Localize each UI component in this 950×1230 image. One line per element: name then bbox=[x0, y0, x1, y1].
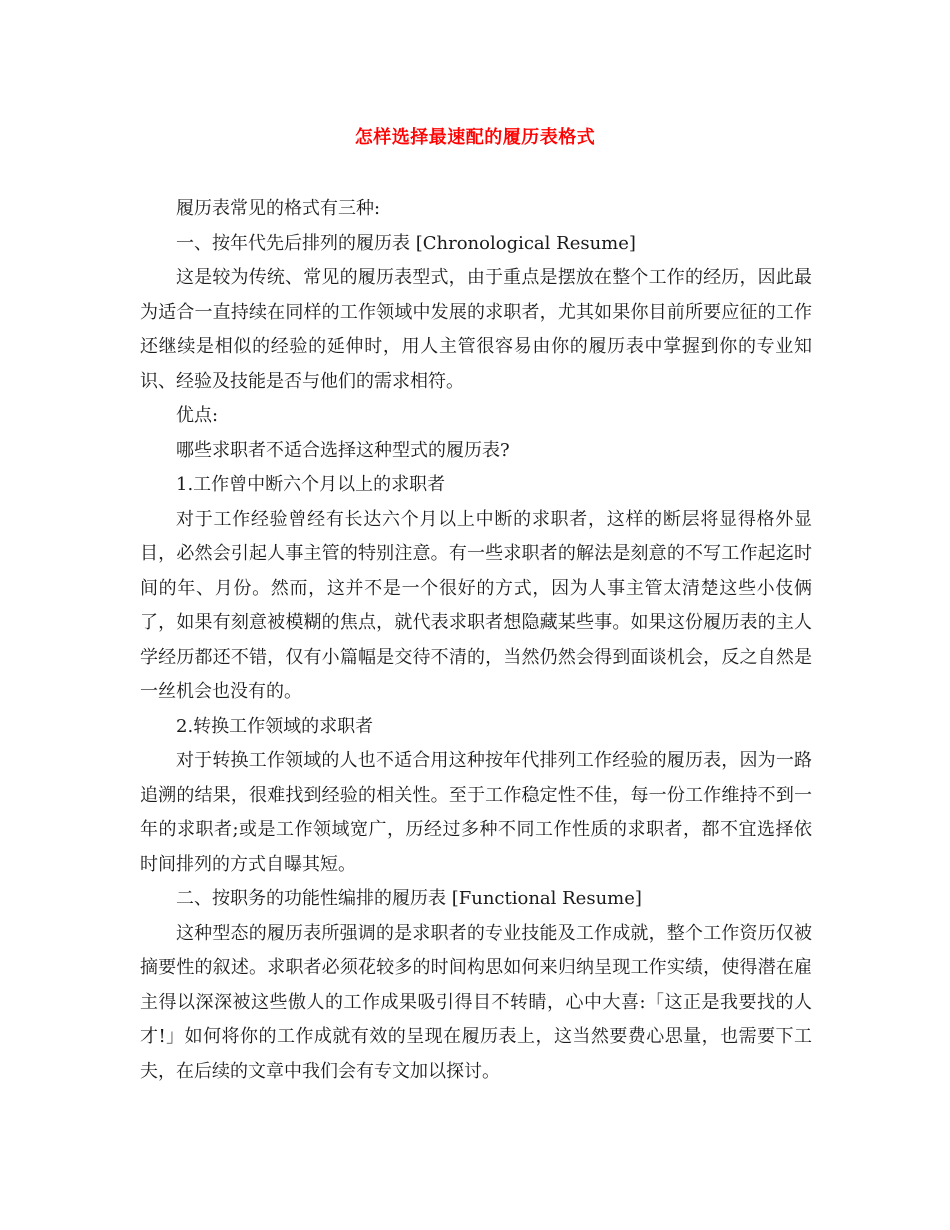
label-advantages: 优点: bbox=[176, 405, 219, 426]
paragraph-career-change: 对于转换工作领域的人也不适合用这种按年代排列工作经验的履历表，因为一路追溯的结果，很难找到经验的相关性。至于工作稳定性不佳，每一份工作维持不到一年的求职者;或是工作领域宽广，历经过多种不同工作性质的求职者，都不宜选择依时间排列的方式自曝其短。 bbox=[140, 750, 812, 875]
paragraph-employment-gap: 对于工作经验曾经有长达六个月以上中断的求职者，这样的断层将显得格外显目，必然会引起人事主管的特别注意。有一些求职者的解法是刻意的不写工作起迄时间的年、月份。然而，这并不是一个很好的方式，因为人事主管太清楚这些小伎俩了，如果有刻意被模糊的焦点，就代表求职者想隐藏某些事。如果这份履历表的主人学经历都还不错，仅有小篇幅是交待不清的，当然仍然会得到面谈机会，反之自然是一丝机会也没有的。 bbox=[140, 508, 812, 702]
question-unsuitable-candidates: 哪些求职者不适合选择这种型式的履历表? bbox=[176, 439, 510, 461]
paragraph-chronological-description: 这是较为传统、常见的履历表型式，由于重点是摆放在整个工作的经历，因此最为适合一直持续在同样的工作领域中发展的求职者，尤其如果你目前所要应征的工作还继续是相似的经验的延伸时，用人主管很容易由你的履历表中掌握到你的专业知识、经验及技能是否与他们的需求相符。 bbox=[140, 267, 812, 392]
document-body bbox=[140, 192, 812, 1089]
paragraph-formats-intro: 履历表常见的格式有三种: bbox=[176, 198, 381, 219]
subheading-career-change: 2.转换工作领域的求职者 bbox=[176, 715, 374, 737]
heading-chronological-resume: 一、按年代先后排列的履历表 [Chronological Resume] bbox=[176, 232, 636, 254]
paragraph-functional-description: 这种型态的履历表所强调的是求职者的专业技能及工作成就，整个工作资历仅被摘要性的叙述。求职者必须花较多的时间构思如何来归纳呈现工作实绩，使得潜在雇主得以深深被这些傲人的工作成果吸引得目不转睛，心中大喜:「这正是我要找的人才!」如何将你的工作成就有效的呈现在履历表上，这当然要费心思量，也需要下工夫，在后续的文章中我们会有专文加以探讨。 bbox=[140, 922, 812, 1082]
heading-functional-resume: 二、按职务的功能性编排的履历表 [Functional Resume] bbox=[176, 888, 642, 909]
subheading-employment-gap: 1.工作曾中断六个月以上的求职者 bbox=[176, 474, 446, 495]
document-title: 怎样选择最速配的履历表格式 bbox=[354, 127, 596, 148]
